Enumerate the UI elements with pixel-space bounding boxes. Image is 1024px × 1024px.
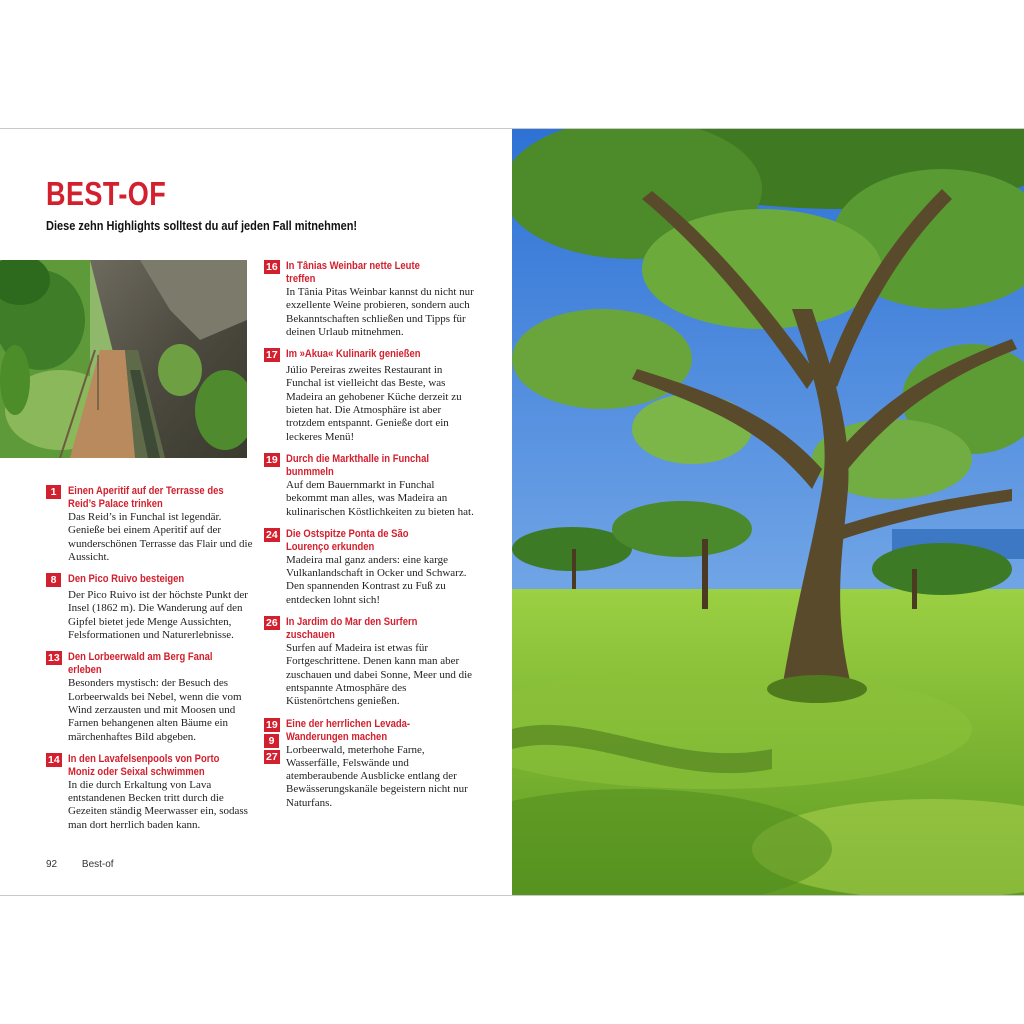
highlight-number-badge: 1 [46, 485, 61, 499]
page-subtitle: Diese zehn Highlights solltest du auf jeden Fall mitnehmen! [46, 219, 358, 233]
highlight-item [264, 616, 474, 708]
levada-trail-photo [0, 260, 247, 458]
highlight-title: Durch die Markthalle in Funchal bunmmeln [286, 452, 429, 478]
highlight-title: In Tânias Weinbar nette Leute treffen [286, 260, 420, 285]
highlight-description: Surfen auf Madeira ist etwas für Fortgeschrittene. Denen kann man aber zuschauen und dabei Sonne, Meer und die entspannte Atmosphäre des Küstenörtchens genießen. [286, 642, 473, 708]
highlight-description: Auf dem Bauernmarkt in Funchal bekommt man alles, was Madeira an kulinarischen Köstlichkeiten zu bieten hat. [286, 478, 474, 518]
highlight-item [46, 485, 256, 564]
highlight-item [264, 348, 474, 444]
highlight-description: Besonders mystisch: der Besuch des Lorbeerwalds bei Nebel, wenn die vom Wind zerzausten und mit Moosen und Farnen behangenen alten Bäume ein märchenhaftes Bild abgeben. [68, 677, 242, 743]
highlight-title: Die Ostspitze Ponta de São Lourenço erkunden [286, 527, 409, 553]
highlight-description: In die durch Erkaltung von Lava entstandenen Becken tritt durch die Gezeiten ständig Meerwasser ein, sodass man dort herrlich baden kann. [68, 778, 248, 831]
highlight-number-badge: 26 [266, 617, 278, 630]
left-page [0, 129, 512, 895]
highlight-number-badge: 16 [266, 261, 278, 273]
highlight-item [264, 260, 474, 339]
section-label: Best-of [81, 859, 114, 870]
highlight-description: In Tânia Pitas Weinbar kannst du nicht nur exzellente Weine probieren, sondern auch Bekanntschaften schließen und Tipps für deinen Urlaub mitnehmen. [286, 286, 474, 338]
highlight-title: Einen Aperitif auf der Terrasse des Reid’s Palace trinken [68, 485, 224, 510]
highlight-item [46, 573, 256, 642]
highlight-number-badge: 8 [46, 573, 61, 587]
highlights-column-left [46, 485, 256, 841]
highlight-title: Den Pico Ruivo besteigen [68, 573, 185, 586]
highlight-number-badge: 9 [264, 734, 279, 748]
highlight-title: In Jardim do Mar den Surfern zuschauen [286, 616, 418, 642]
highlight-number-badge: 24 [266, 528, 278, 541]
highlight-number-badge: 19 [266, 718, 278, 731]
page-title: BEST-OF [46, 175, 167, 212]
highlight-item [46, 651, 256, 743]
highlight-number-badge: 14 [48, 753, 60, 766]
book-spread [0, 128, 1024, 896]
page-footer [46, 859, 114, 870]
highlight-description: Lorbeerwald, meterhohe Farne, Wasserfälle, Felswände und atemberaubende Ausblicke entlang der Bewässerungskanäle begeistern nicht nur Naturfans. [286, 743, 468, 809]
page-number: 92 [46, 859, 58, 870]
highlight-item [46, 753, 256, 832]
highlight-item [264, 453, 474, 519]
highlight-number-badge: 19 [266, 453, 278, 466]
highlight-title: Im »Akua« Kulinarik genießen [286, 348, 421, 361]
highlight-description: Der Pico Ruivo ist der höchste Punkt der Insel (1862 m). Die Wanderung auf den Gipfel bietet jede Menge Aussichten, Felsformationen und Naturerlebnisse. [68, 589, 248, 642]
highlight-description: Das Reid’s in Funchal ist legendär. Genieße bei einem Aperitif auf der wunderschönen Terrasse das Flair und die Aussicht. [68, 511, 253, 563]
highlight-number-badge: 17 [266, 349, 278, 362]
laurel-tree-photo [512, 129, 1024, 895]
highlight-description: Júlio Pereiras zweites Restaurant in Funchal ist vielleicht das Beste, was Madeira an gehobener Küche derzeit zu bieten hat. Die Atmosphäre ist aber trotzdem entspannt. Genieße dort ein leckeres Menü! [286, 364, 462, 443]
highlight-item [264, 528, 474, 607]
highlights-column-right [264, 260, 474, 819]
highlight-title: In den Lavafelsenpools von Porto Moniz oder Seixal schwimmen [68, 752, 220, 778]
highlight-title: Eine der herrlichen Levada-Wanderungen machen [286, 717, 411, 743]
highlight-description: Madeira mal ganz anders: eine karge Vulkanlandschaft in Ocker und Schwarz. Den spannenden Kontrast zu Fuß zu entdecken lohnt sich! [286, 553, 467, 606]
highlight-number-badge: 13 [48, 652, 60, 665]
highlight-number-badge: 27 [266, 750, 278, 763]
highlight-title: Den Lorbeerwald am Berg Fanal erleben [68, 651, 213, 677]
highlight-item [264, 718, 474, 810]
